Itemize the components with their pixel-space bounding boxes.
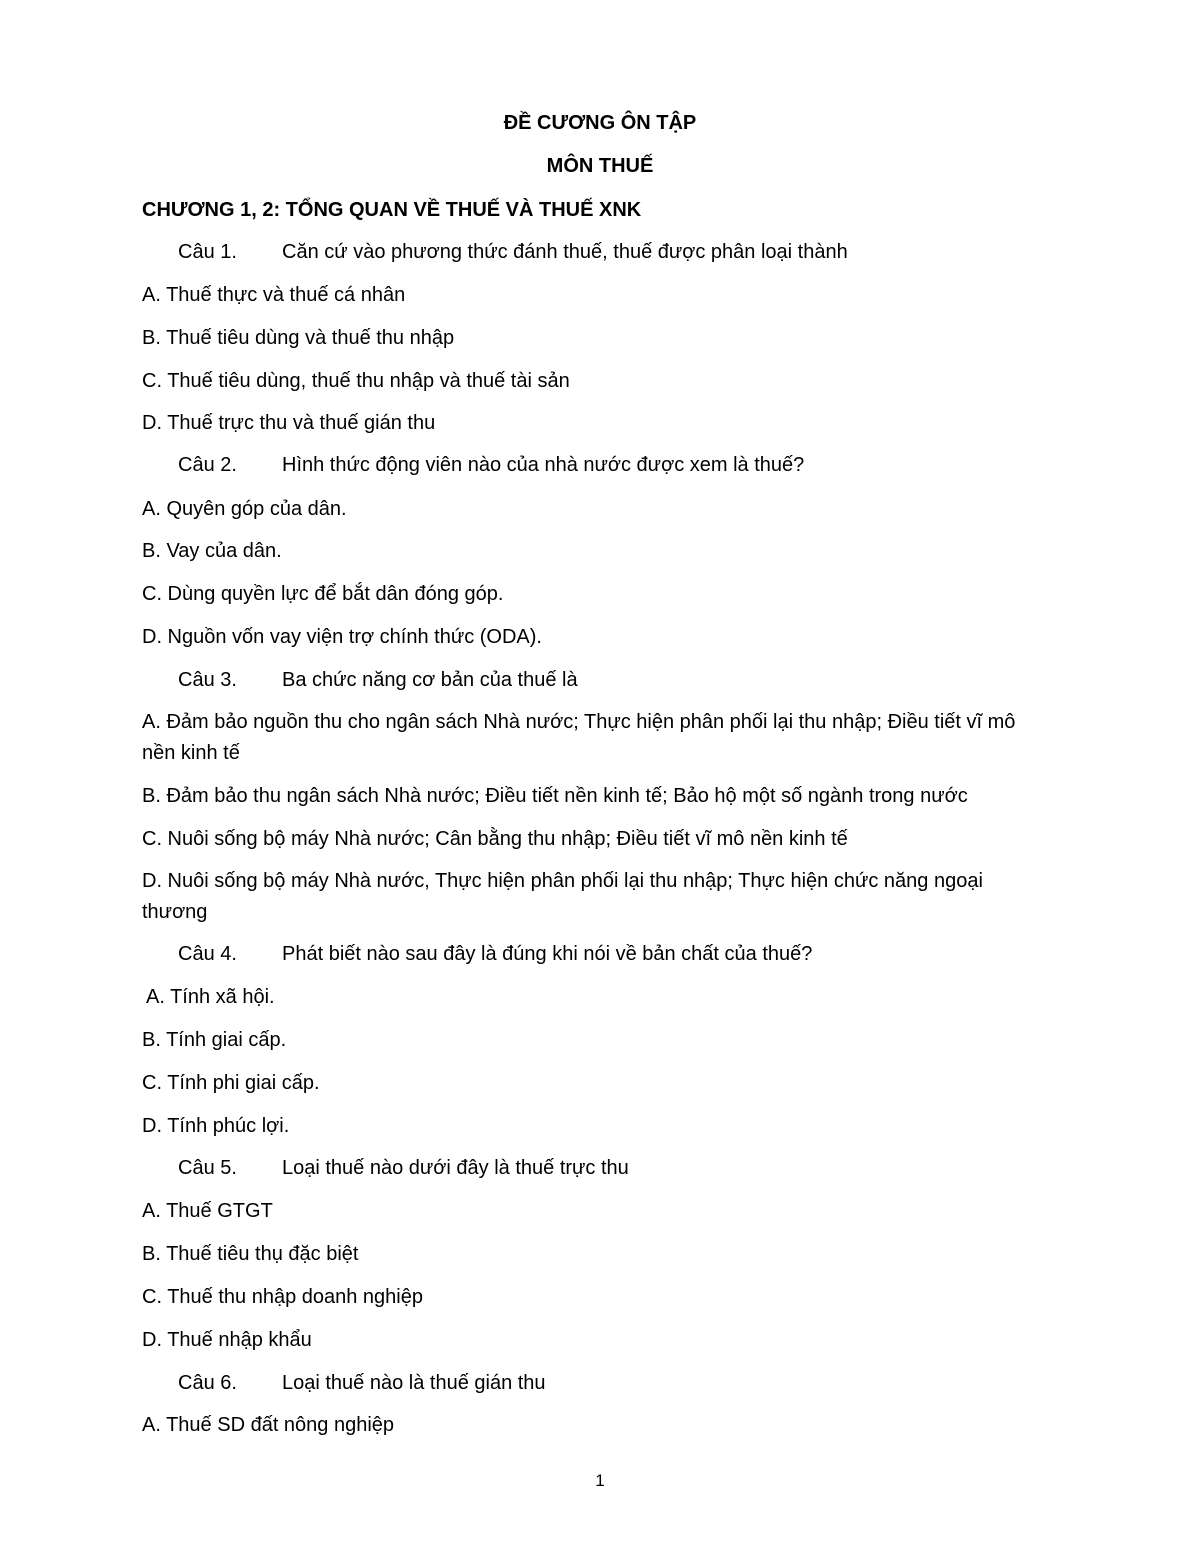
question-number: Câu 4.: [178, 943, 237, 965]
option-5c: C. Thuế thu nhập doanh nghiệp: [142, 1286, 423, 1308]
chapter-heading: CHƯƠNG 1, 2: TỔNG QUAN VỀ THUẾ VÀ THUẾ XNK: [142, 199, 642, 221]
option-5b: B. Thuế tiêu thụ đặc biệt: [142, 1243, 359, 1265]
option-2b: B. Vay của dân.: [142, 540, 282, 562]
question-text: Phát biết nào sau đây là đúng khi nói về bản chất của thuế?: [282, 943, 813, 965]
question-number: Câu 5.: [178, 1157, 237, 1179]
option-3d: D. Nuôi sống bộ máy Nhà nước, Thực hiện phân phối lại thu nhập; Thực hiện chức năng ngoại thương: [142, 870, 983, 923]
question-3: [178, 665, 1088, 696]
question-number: Câu 2.: [178, 454, 237, 476]
page-number: 1: [595, 1471, 605, 1490]
option-4c: C. Tính phi giai cấp.: [142, 1072, 320, 1094]
option-5a: A. Thuế GTGT: [142, 1200, 273, 1222]
option-3c: C. Nuôi sống bộ máy Nhà nước; Cân bằng thu nhập; Điều tiết vĩ mô nền kinh tế: [142, 828, 848, 850]
option-4d: D. Tính phúc lợi.: [142, 1115, 290, 1137]
document-title: ĐỀ CƯƠNG ÔN TẬP: [503, 112, 697, 134]
question-text: Căn cứ vào phương thức đánh thuế, thuế được phân loại thành: [282, 241, 848, 263]
option-1c: C. Thuế tiêu dùng, thuế thu nhập và thuế tài sản: [142, 370, 570, 392]
option-2c: C. Dùng quyền lực để bắt dân đóng góp.: [142, 583, 504, 605]
question-text: Loại thuế nào là thuế gián thu: [282, 1372, 546, 1394]
option-1b: B. Thuế tiêu dùng và thuế thu nhập: [142, 327, 455, 349]
option-2a: A. Quyên góp của dân.: [142, 498, 347, 520]
option-6a: A. Thuế SD đất nông nghiệp: [142, 1414, 395, 1436]
question-number: Câu 6.: [178, 1372, 237, 1394]
question-text: Hình thức động viên nào của nhà nước được xem là thuế?: [282, 454, 805, 476]
option-1a: A. Thuế thực và thuế cá nhân: [142, 284, 406, 306]
option-1d: D. Thuế trực thu và thuế gián thu: [142, 412, 436, 434]
question-text: Loại thuế nào dưới đây là thuế trực thu: [282, 1157, 629, 1179]
option-4b: B. Tính giai cấp.: [142, 1029, 287, 1051]
document-subtitle: MÔN THUẾ: [546, 155, 654, 177]
option-5d: D. Thuế nhập khẩu: [142, 1329, 312, 1351]
option-4a: A. Tính xã hội.: [146, 986, 275, 1008]
question-6: [178, 1368, 1088, 1399]
question-number: Câu 3.: [178, 669, 237, 691]
question-number: Câu 1.: [178, 241, 237, 263]
option-2d: D. Nguồn vốn vay viện trợ chính thức (ODA).: [142, 626, 542, 648]
question-2: [178, 450, 1088, 481]
question-1: [178, 237, 1088, 268]
question-4: [178, 939, 1088, 970]
question-5: [178, 1153, 1088, 1184]
option-3a: A. Đảm bảo nguồn thu cho ngân sách Nhà nước; Thực hiện phân phối lại thu nhập; Điều tiết vĩ mô nền kinh tế: [142, 711, 1016, 764]
option-3b: B. Đảm bảo thu ngân sách Nhà nước; Điều tiết nền kinh tế; Bảo hộ một số ngành trong nước: [142, 785, 968, 807]
question-text: Ba chức năng cơ bản của thuế là: [282, 669, 578, 691]
